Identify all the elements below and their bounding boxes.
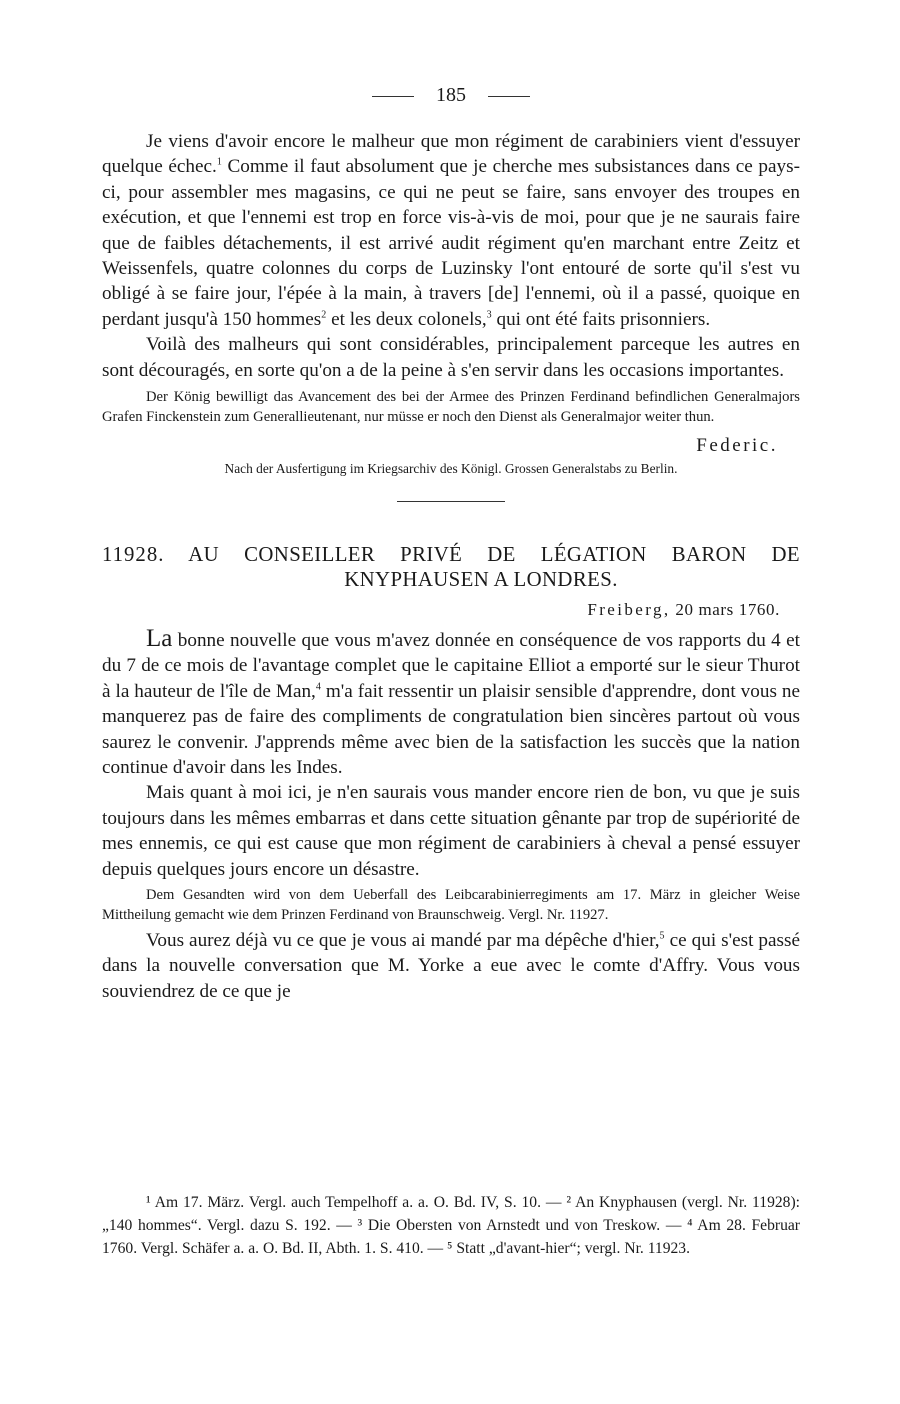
letter-1-paragraph-2: Voilà des malheurs qui sont considérables, principalement parceque les autres en sont découragés, en sorte qu'on a de la peine à s'en servir dans les occasions importantes. bbox=[102, 334, 800, 381]
letter-heading bbox=[102, 542, 800, 592]
heading-line-2: KNYPHAUSEN A LONDRES. bbox=[344, 567, 618, 591]
footnotes bbox=[102, 1192, 800, 1260]
source-note: Nach der Ausfertigung im Kriegsarchiv des Königl. Grossen Generalstabs zu Berlin. bbox=[224, 460, 678, 476]
dateline-date: 20 mars 1760. bbox=[675, 599, 780, 619]
heading-line-1: AU CONSEILLER PRIVÉ DE LÉGATION BARON DE bbox=[188, 542, 800, 566]
page-number-dash-right bbox=[488, 96, 530, 97]
dateline-place: Freiberg, bbox=[587, 599, 671, 619]
page-body bbox=[102, 84, 800, 1004]
editor-note: Dem Gesandten wird von dem Ueberfall des Leibcarabinierregiments am 17. März in gleicher Weise Mittheilung gemacht wie dem Prinzen Ferdinand von Braunschweig. Vergl. Nr. 11927. bbox=[102, 886, 800, 924]
editor-summary: Der König bewilligt das Avancement des bei der Armee des Prinzen Ferdinand befindlichen Generalmajors Grafen Finckenstein zum Generallieutenant, nur müsse er noch den Dienst als Generalmajor weiter thun. bbox=[102, 389, 800, 426]
drop-initial: La bbox=[146, 624, 173, 652]
letter-2-paragraph-2: Mais quant à moi ici, je n'en saurais vous mander encore rien de bon, vu que je suis toujours dans les mêmes embarras et dans cette situation gênante par trop de supériorité de mes ennemis, ce qui est cause que mon régiment de carabiniers à cheval a pensé essuyer depuis quelques jours encore un désastre. bbox=[102, 782, 800, 880]
footnote-text: ¹ Am 17. März. Vergl. auch Tempelhoff a. a. O. Bd. IV, S. 10. — ² An Knyphausen (vergl. Nr. 11928): „140 hommes“. Vergl. dazu S. 192. — ³ Die Obersten von Arnstedt und von Treskow. — ⁴ Am 28. Februar 1760. Vergl. Schäfer a. a. O. Bd. II, Abth. 1. S. 410. — ⁵ Statt „d'avant-hier“; vergl. Nr. 11923. bbox=[102, 1194, 800, 1257]
page-number-dash-left bbox=[372, 96, 414, 97]
letter-2-paragraph-1: La bonne nouvelle que vous m'avez donnée en conséquence de vos rapports du 4 et du 7 de ce mois de l'avantage complet que le capitaine Elliot a emporté sur le sieur Thurot à la hauteur de l'île de Man,$^4$ m'a fait ressentir un plaisir sensible d'apprendre, dont vous ne manquerez pas de faire des compliments de congratulation bien sincères partout où vous saurez le convenir. J'apprends même avec bien de la satisfaction les succès que la nation continue d'avoir dans les Indes. bbox=[102, 624, 800, 778]
signature: Federic. bbox=[696, 434, 778, 456]
section-divider bbox=[397, 501, 505, 502]
dateline bbox=[102, 600, 780, 620]
page-number bbox=[102, 84, 800, 107]
letter-number: 11928. bbox=[102, 542, 165, 566]
letter-2-paragraph-3: Vous aurez déjà vu ce que je vous ai mandé par ma dépêche d'hier,$^5$ ce qui s'est passé dans la nouvelle conversation que M. Yorke a eue avec le comte d'Affry. Vous vous souviendrez de ce que je bbox=[102, 929, 800, 1002]
page-number-text: 185 bbox=[436, 84, 466, 106]
letter-1-paragraph-1: Je viens d'avoir encore le malheur que mon régiment de carabiniers vient d'essuyer quelque échec.$^1$ Comme il faut absolument que je cherche mes subsistances dans ce pays-ci, pour assembler mes magasins, ce qui ne peut se faire, sans envoyer des troupes en exécution, et que l'ennemi est trop en force vis-à-vis de moi, pour que je ne saurais faire que de faibles détachements, il est arrivé audit régiment qu'en marchant entre Zeitz et Weissenfels, quatre colonnes du corps de Luzinsky l'ont entouré de sorte qu'il s'est vu obligé à se faire jour, l'épée à la main, à travers [de] l'ennemi, où il a passé, quoique en perdant jusqu'à 150 hommes$^2$ et les deux colonels,$^3$ qui ont été faits prisonniers. bbox=[102, 131, 800, 330]
